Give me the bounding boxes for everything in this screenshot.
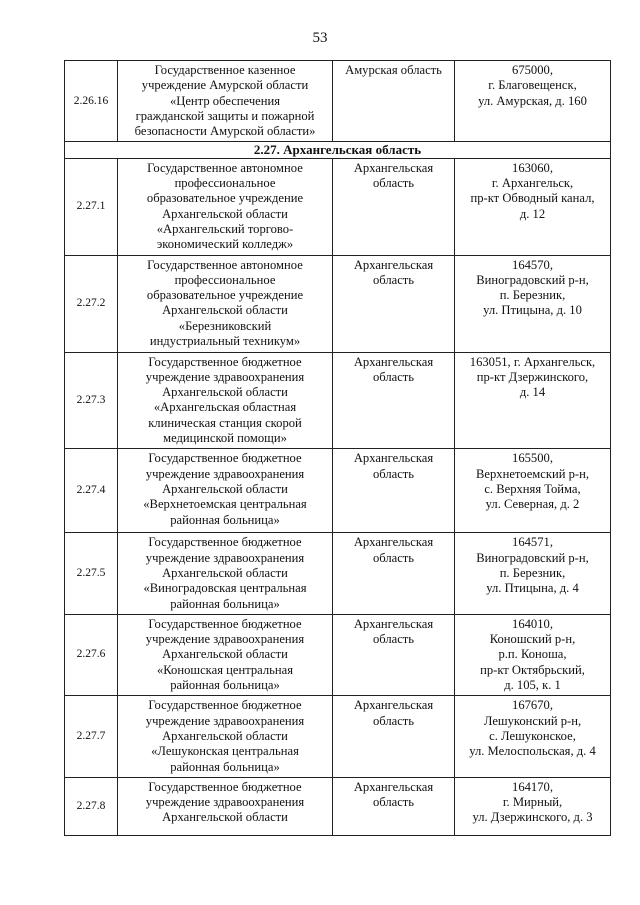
text-line: Лешуконский р-н, — [483, 713, 582, 728]
text-line: пр-кт Обводный канал, — [470, 191, 595, 206]
address — [455, 614, 611, 695]
text-line: Архангельская — [353, 257, 434, 272]
row-number: 2.27.6 — [65, 614, 118, 695]
organization-name — [118, 61, 333, 142]
text-line: п. Березник, — [499, 288, 566, 303]
text-line: Архангельская — [353, 160, 434, 175]
text-line: «Архангельская областная — [153, 400, 297, 415]
table-row — [65, 777, 611, 835]
text-line: Государственное казенное — [154, 63, 296, 77]
text-line: 164010, — [512, 616, 553, 631]
text-line: профессиональное — [174, 176, 276, 191]
text-line: экономический колледж» — [156, 237, 294, 252]
address — [455, 61, 611, 142]
text-line: Виноградовский р-н, — [476, 550, 589, 565]
text-line: Государственное автономное — [147, 257, 303, 272]
text-line: Государственное бюджетное — [148, 354, 302, 369]
text-line: область — [372, 713, 415, 728]
text-line: учреждение здравоохранения — [145, 713, 305, 728]
region — [333, 777, 455, 835]
address — [455, 352, 611, 449]
region — [333, 158, 455, 255]
text-line: районная больница» — [170, 759, 280, 774]
text-line: ул. Амурская, д. 160 — [478, 93, 587, 108]
table-body — [65, 61, 611, 836]
region — [333, 696, 455, 777]
text-line: пр-кт Октябрьский, — [480, 662, 585, 677]
region — [333, 61, 455, 142]
text-line: Государственное бюджетное — [148, 779, 302, 794]
text-line: клиническая станция скорой — [148, 415, 302, 430]
text-line: Виноградовский р-н, — [476, 272, 589, 287]
text-line: «Верхнетоемская центральная — [143, 497, 307, 512]
text-line: Архангельской области — [162, 565, 288, 580]
text-line: Архангельской области — [162, 385, 288, 400]
text-line: учреждение Амурской области — [141, 78, 309, 93]
table-row — [65, 533, 611, 614]
text-line: гражданской защиты и пожарной — [135, 108, 315, 123]
address — [455, 449, 611, 533]
text-line: д. 105, к. 1 — [504, 678, 561, 693]
text-line: ул. Дзержинского, д. 3 — [472, 810, 593, 825]
region — [333, 614, 455, 695]
text-line: область — [372, 369, 415, 384]
text-line: Архангельской области — [162, 303, 288, 318]
region — [333, 533, 455, 614]
text-line: Государственное бюджетное — [148, 698, 302, 713]
text-line: область — [372, 272, 415, 287]
text-line: медицинской помощи» — [163, 431, 287, 446]
address — [455, 533, 611, 614]
text-line: Государственное бюджетное — [148, 616, 302, 631]
text-line: область — [372, 466, 415, 481]
text-line: Архангельская — [353, 779, 434, 794]
text-line: образовательное учреждение — [146, 288, 304, 303]
text-line: «Березниковский — [178, 318, 272, 333]
text-line: 163060, — [512, 160, 553, 175]
row-number: 2.27.1 — [65, 158, 118, 255]
region — [333, 352, 455, 449]
text-line: 167670, — [512, 698, 553, 713]
row-number: 2.27.8 — [65, 777, 118, 835]
organization-name — [118, 158, 333, 255]
text-line: Архангельской области — [162, 728, 288, 743]
text-line: область — [372, 795, 415, 810]
text-line: Коношский р-н, — [489, 632, 576, 647]
text-line: 164170, — [512, 779, 553, 794]
text-line: безопасности Амурской области» — [134, 124, 316, 139]
text-line: районная больница» — [170, 678, 280, 693]
text-line: Государственное автономное — [147, 160, 303, 175]
region — [333, 255, 455, 352]
text-line: г. Архангельск, — [491, 176, 574, 191]
text-line: Архангельской области — [162, 647, 288, 662]
organization-name — [118, 352, 333, 449]
row-number: 2.27.5 — [65, 533, 118, 614]
text-line: ул. Северная, д. 2 — [485, 497, 580, 512]
text-line: область — [372, 176, 415, 191]
organization-name — [118, 696, 333, 777]
text-line: Верхнетоемский р-н, — [476, 466, 589, 481]
text-line: п. Березник, — [499, 565, 566, 580]
address — [455, 255, 611, 352]
text-line: учреждение здравоохранения — [145, 466, 305, 481]
text-line: Архангельская — [353, 535, 434, 550]
text-line: д. 14 — [519, 385, 546, 400]
text-line: 163051, г. Архангельск, — [469, 354, 596, 369]
text-line: Амурская область — [345, 63, 442, 77]
text-line: «Центр обеспечения — [169, 93, 281, 108]
row-number: 2.27.7 — [65, 696, 118, 777]
text-line: р.п. Коноша, — [498, 647, 567, 662]
text-line: 164570, — [512, 257, 553, 272]
table-row — [65, 614, 611, 695]
text-line: «Виноградовская центральная — [143, 581, 307, 596]
text-line: г. Благовещенск, — [488, 78, 577, 93]
row-number: 2.26.16 — [65, 61, 118, 142]
text-line: учреждение здравоохранения — [145, 795, 305, 810]
table-row — [65, 61, 611, 142]
row-number: 2.27.2 — [65, 255, 118, 352]
text-line: с. Лешуконское, — [489, 728, 576, 743]
text-line: «Лешуконская центральная — [151, 744, 299, 759]
text-line: профессиональное — [174, 272, 276, 287]
address — [455, 696, 611, 777]
text-line: Государственное бюджетное — [148, 535, 302, 550]
page-number: 53 — [312, 30, 328, 46]
region — [333, 449, 455, 533]
text-line: Архангельская — [353, 616, 434, 631]
text-line: область — [372, 550, 415, 565]
text-line: Архангельской области — [162, 810, 288, 825]
table-row — [65, 352, 611, 449]
organization-name — [118, 533, 333, 614]
text-line: учреждение здравоохранения — [145, 369, 305, 384]
text-line: районная больница» — [170, 512, 280, 527]
text-line: «Архангельский торгово- — [156, 221, 294, 236]
organization-name — [118, 449, 333, 533]
text-line: Архангельская — [353, 698, 434, 713]
text-line: образовательное учреждение — [146, 191, 304, 206]
table-row — [65, 449, 611, 533]
text-line: индустриальный техникум» — [149, 334, 301, 349]
text-line: Архангельская — [353, 354, 434, 369]
text-line: Архангельской области — [162, 206, 288, 221]
text-line: 164571, — [512, 535, 553, 550]
text-line: учреждение здравоохранения — [145, 632, 305, 647]
text-line: районная больница» — [170, 596, 280, 611]
text-line: Государственное бюджетное — [148, 451, 302, 466]
text-line: д. 12 — [519, 206, 546, 221]
text-line: «Коношская центральная — [156, 662, 294, 677]
section-title: 2.27. Архангельская область — [65, 142, 611, 158]
text-line: ул. Птицына, д. 4 — [486, 581, 579, 596]
text-line: область — [372, 632, 415, 647]
section-header-row — [65, 142, 611, 158]
row-number: 2.27.3 — [65, 352, 118, 449]
organization-name — [118, 777, 333, 835]
text-line: Архангельской области — [162, 481, 288, 496]
table-row — [65, 696, 611, 777]
text-line: г. Мирный, — [502, 795, 563, 810]
text-line: ул. Птицына, д. 10 — [483, 303, 582, 318]
text-line: учреждение здравоохранения — [145, 550, 305, 565]
table-row — [65, 255, 611, 352]
text-line: ул. Мелоспольская, д. 4 — [469, 744, 596, 759]
organization-name — [118, 614, 333, 695]
table-row — [65, 158, 611, 255]
text-line: пр-кт Дзержинского, — [476, 369, 589, 384]
text-line: 675000, — [512, 63, 553, 77]
text-line: с. Верхняя Тойма, — [484, 481, 581, 496]
address — [455, 158, 611, 255]
organization-name — [118, 255, 333, 352]
text-line: 165500, — [512, 451, 553, 466]
text-line: Архангельская — [353, 451, 434, 466]
organizations-table — [64, 60, 611, 836]
row-number: 2.27.4 — [65, 449, 118, 533]
address — [455, 777, 611, 835]
